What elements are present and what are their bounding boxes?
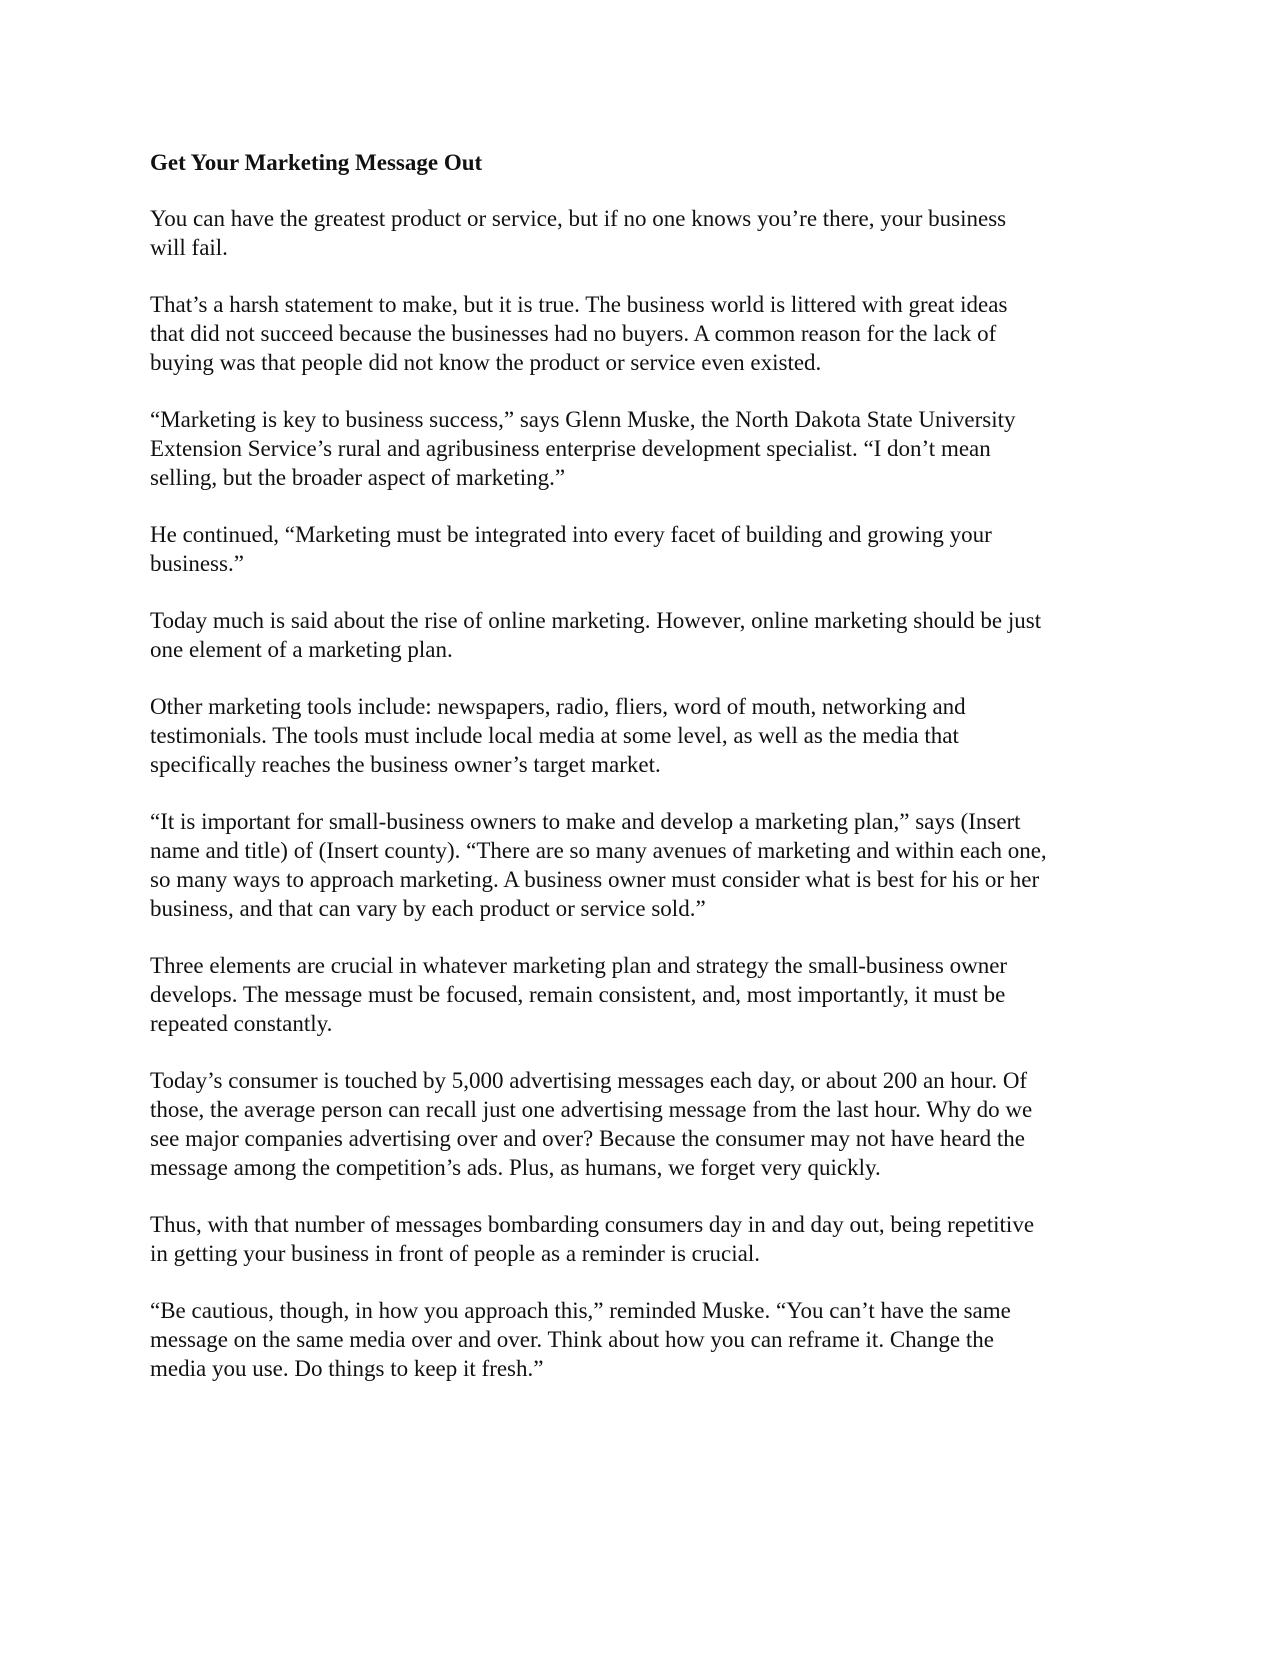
paragraph (150, 520, 1135, 578)
paragraph-line: That’s a harsh statement to make, but it is true. The business world is littered with great ideas (150, 292, 1008, 317)
paragraph-line: specifically reaches the business owner’s target market. (150, 752, 661, 777)
paragraph-line: Thus, with that number of messages bombarding consumers day in and day out, being repetitive (150, 1212, 1035, 1237)
paragraph-line: in getting your business in front of people as a reminder is crucial. (150, 1241, 760, 1266)
document-title: Get Your Marketing Message Out (150, 150, 483, 175)
paragraph-line: business.” (150, 551, 244, 576)
paragraph-line: Three elements are crucial in whatever marketing plan and strategy the small-business owner (150, 953, 1008, 978)
paragraph-line: those, the average person can recall just one advertising message from the last hour. Why do we (150, 1097, 1033, 1122)
paragraph-line: media you use. Do things to keep it fresh.” (150, 1356, 544, 1381)
paragraph (150, 290, 1135, 377)
paragraph-line: develops. The message must be focused, remain consistent, and, most importantly, it must be (150, 982, 1006, 1007)
paragraph (150, 1296, 1135, 1383)
paragraph-line: “It is important for small-business owners to make and develop a marketing plan,” says (Insert (150, 809, 1021, 834)
paragraph-line: Today much is said about the rise of online marketing. However, online marketing should be just (150, 608, 1042, 633)
paragraph-line: He continued, “Marketing must be integrated into every facet of building and growing your (150, 522, 992, 547)
paragraph-line: see major companies advertising over and over? Because the consumer may not have heard the (150, 1126, 1025, 1151)
paragraph (150, 1210, 1135, 1268)
paragraph-line: Today’s consumer is touched by 5,000 advertising messages each day, or about 200 an hour. Of (150, 1068, 1028, 1093)
paragraph (150, 405, 1135, 492)
document-body (150, 148, 1135, 1411)
paragraph-line: message on the same media over and over. Think about how you can reframe it. Change the (150, 1327, 994, 1352)
paragraph-line: Other marketing tools include: newspapers, radio, fliers, word of mouth, networking and (150, 694, 966, 719)
paragraph-line: one element of a marketing plan. (150, 637, 453, 662)
paragraph-line: name and title) of (Insert county). “There are so many avenues of marketing and within each one, (150, 838, 1047, 863)
paragraph-line: testimonials. The tools must include local media at some level, as well as the media that (150, 723, 959, 748)
paragraph-line: that did not succeed because the businesses had no buyers. A common reason for the lack of (150, 321, 997, 346)
paragraph (150, 606, 1135, 664)
paragraph-line: repeated constantly. (150, 1011, 333, 1036)
paragraph (150, 692, 1135, 779)
paragraph-line: selling, but the broader aspect of marketing.” (150, 465, 566, 490)
paragraph-line: “Marketing is key to business success,” says Glenn Muske, the North Dakota State University (150, 407, 1016, 432)
paragraph-line: Extension Service’s rural and agribusiness enterprise development specialist. “I don’t mean (150, 436, 991, 461)
paragraph (150, 1066, 1135, 1182)
paragraph-line: buying was that people did not know the product or service even existed. (150, 350, 822, 375)
paragraph (150, 807, 1135, 923)
paragraph-line: message among the competition’s ads. Plus, as humans, we forget very quickly. (150, 1155, 881, 1180)
paragraph-line: so many ways to approach marketing. A business owner must consider what is best for his or her (150, 867, 1040, 892)
paragraph (150, 951, 1135, 1038)
paragraph (150, 204, 1135, 262)
paragraph-line: business, and that can vary by each product or service sold.” (150, 896, 706, 921)
paragraph-line: will fail. (150, 235, 228, 260)
paragraph-line: “Be cautious, though, in how you approach this,” reminded Muske. “You can’t have the same (150, 1298, 1011, 1323)
paragraph-line: You can have the greatest product or service, but if no one knows you’re there, your business (150, 206, 1007, 231)
